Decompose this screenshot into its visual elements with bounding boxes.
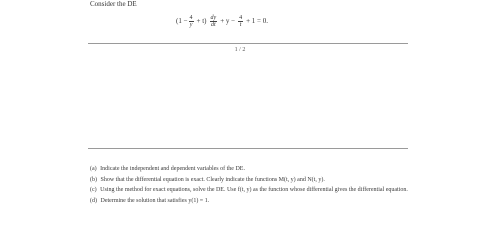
page-divider-bottom [88,148,408,149]
question-list [90,166,410,208]
eq-plus-t: + t) [196,17,207,25]
question-label: (a) [90,166,97,172]
fraction-numerator: 4 [189,14,193,21]
eq-plus-y-minus: + y − [220,17,236,25]
question-b [90,177,410,185]
fraction-numerator: 4 [239,14,243,21]
page-number: 1 / 2 [234,47,246,53]
question-c [90,187,410,195]
fraction-4-over-y [189,15,194,28]
fraction-denominator: dt [211,21,216,28]
fraction-dy-dt [210,15,218,28]
differential-equation [176,9,270,33]
page-divider-top [88,43,408,44]
question-d [90,198,410,206]
question-text: Indicate the independent and dependent variables of the DE. [100,166,245,172]
eq-open-paren: (1 − [176,17,188,25]
fraction-numerator: dy [210,14,217,21]
question-label: (b) [90,176,97,183]
question-text: Show that the differential equation is exact. Clearly indicate the functions M(t, y) and N(t, y). [100,176,325,183]
fraction-denominator: y [189,21,193,28]
question-label: (d) [90,197,97,204]
question-a [90,166,410,174]
question-label: (c) [90,187,97,193]
fraction-denominator: t [239,21,242,28]
eq-tail: + 1 = 0. [246,17,268,25]
question-text: Determine the solution that satisfies y(1) = 1. [100,197,210,204]
intro-text: Consider the DE [90,0,137,8]
fraction-4-over-t [238,15,243,28]
question-text: Using the method for exact equations, solve the DE. Use f(t, y) as the function whose differential gives the differential equation. [100,187,408,193]
